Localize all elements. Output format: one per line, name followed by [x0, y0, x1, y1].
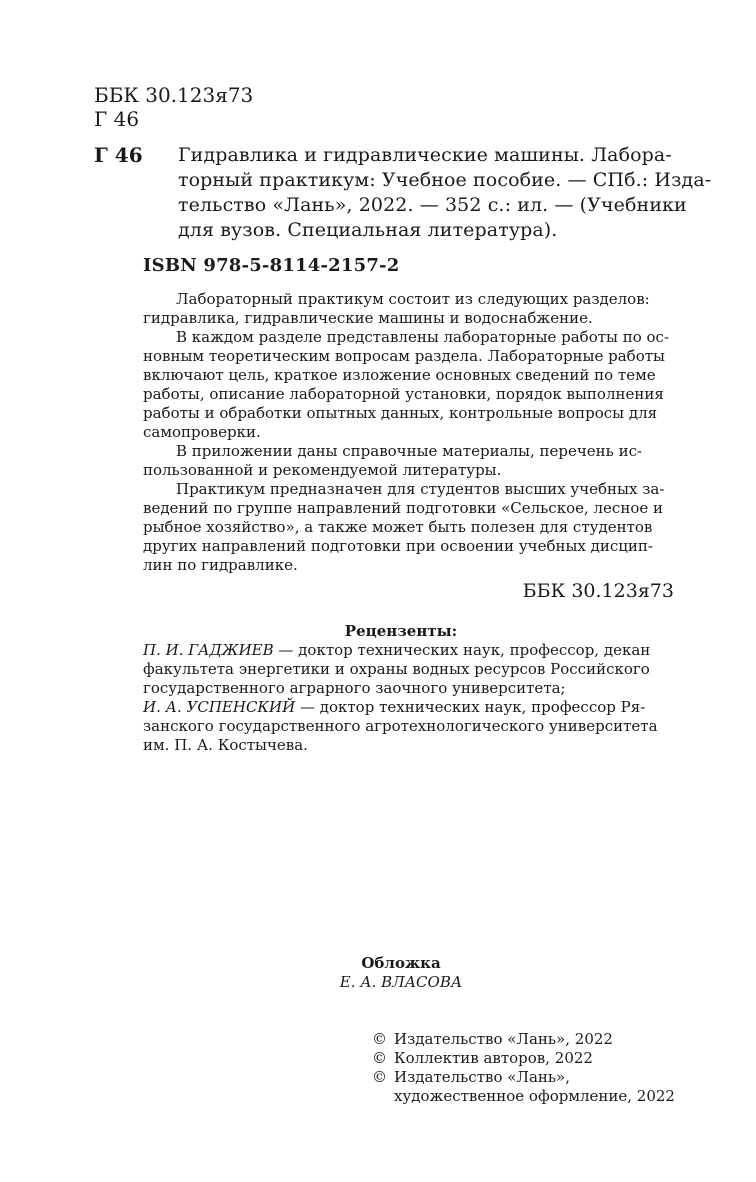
annotation-line: В каждом разделе представлены лабораторные работы по ос-	[176, 328, 670, 346]
copyright-line	[372, 1030, 613, 1048]
annotation-line: работы и обработки опытных данных, контрольные вопросы для	[143, 404, 658, 422]
isbn: ISBN 978-5-8114-2157-2	[143, 255, 400, 276]
reviewer-1-line	[143, 641, 650, 659]
annotation-line: новным теоретическим вопросам раздела. Лабораторные работы	[143, 347, 665, 365]
description-line: торный практикум: Учебное пособие. — СПб.: Изда-	[178, 169, 712, 191]
annotation-line: включают цель, краткое изложение основных сведений по теме	[143, 366, 656, 384]
copyright-text: художественное оформление, 2022	[394, 1087, 675, 1105]
copyright-icon: ©	[372, 1049, 387, 1067]
copyright-text: Издательство «Лань»,	[394, 1068, 571, 1086]
annotation-line: рыбное хозяйство», а также может быть полезен для студентов	[143, 518, 653, 536]
cover-heading: Обложка	[361, 954, 441, 972]
annotation-line: В приложении даны справочные материалы, перечень ис-	[176, 442, 643, 460]
copyright-icon: ©	[372, 1068, 387, 1086]
reviewers-heading: Рецензенты:	[344, 622, 458, 640]
annotation-line: лин по гидравлике.	[143, 556, 298, 574]
reviewer-2-credentials: — доктор технических наук, профессор Ря-	[295, 698, 646, 716]
copyright-line	[372, 1049, 593, 1067]
description-line: тельство «Лань», 2022. — 352 с.: ил. — (Учебники	[178, 194, 687, 216]
reviewer-2-line	[143, 698, 645, 716]
entry-sign: Г 46	[94, 143, 143, 167]
reviewer-1-credentials: — доктор технических наук, профессор, декан	[273, 641, 651, 659]
reviewer-2-line: занского государственного агротехнологического университета	[143, 717, 658, 735]
annotation-line: ведений по группе направлений подготовки «Сельское, лесное и	[143, 499, 664, 517]
copyright-text: Коллектив авторов, 2022	[394, 1049, 593, 1067]
annotation-line: самопроверки.	[143, 423, 261, 441]
reviewer-1-line: факультета энергетики и охраны водных ресурсов Российского	[143, 660, 650, 678]
cover-designer: Е. А. ВЛАСОВА	[339, 973, 463, 991]
annotation-line: Практикум предназначен для студентов высших учебных за-	[176, 480, 665, 498]
description-line: Гидравлика и гидравлические машины. Лабора-	[178, 144, 672, 166]
annotation-line: пользованной и рекомендуемой литературы.	[143, 461, 502, 479]
copyright-text: Издательство «Лань», 2022	[394, 1030, 613, 1048]
reviewer-1-line: государственного аграрного заочного университета;	[143, 679, 566, 697]
copyright-icon: ©	[372, 1030, 387, 1048]
annotation-line: Лабораторный практикум состоит из следующих разделов:	[176, 290, 650, 308]
annotation-line: гидравлика, гидравлические машины и водоснабжение.	[143, 309, 593, 327]
reviewer-2-name: И. А. УСПЕНСКИЙ	[143, 698, 296, 716]
copyright-line	[372, 1087, 675, 1105]
author-sign: Г 46	[94, 107, 140, 131]
reviewer-1-name: П. И. ГАДЖИЕВ	[143, 641, 274, 659]
annotation-line: работы, описание лабораторной установки, порядок выполнения	[143, 385, 664, 403]
copyright-line	[372, 1068, 570, 1086]
description-line: для вузов. Специальная литература).	[178, 219, 558, 241]
annotation-line: других направлений подготовки при освоении учебных дисцип-	[143, 537, 653, 555]
bbk-code-right: ББК 30.123я73	[522, 580, 674, 602]
bbk-code: ББК 30.123я73	[94, 83, 254, 107]
reviewer-2-line: им. П. А. Костычева.	[143, 736, 308, 754]
